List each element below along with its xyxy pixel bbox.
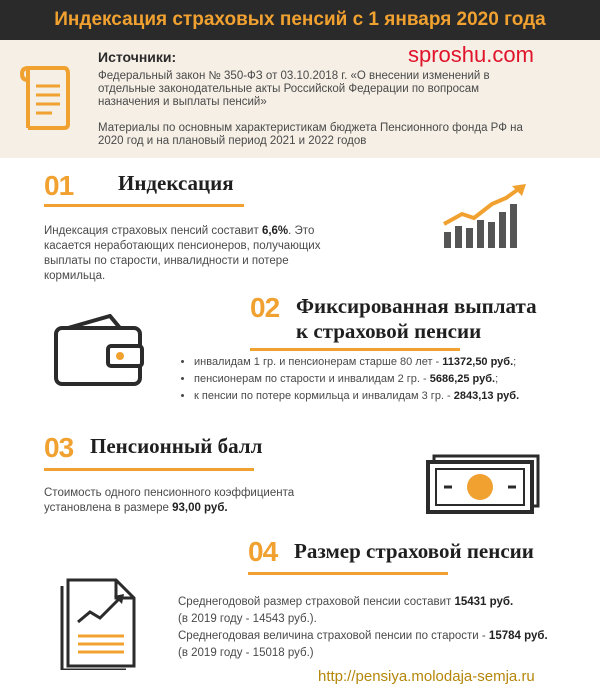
section-4-line3: Среднегодовая величина страховой пенсии по старости - 15784 руб. — [178, 630, 548, 642]
list-item: • к пенсии по потере кормильца и инвалидам 3 гр. - 2843,13 руб. — [194, 388, 600, 405]
watermark-text: sproshu.com — [408, 42, 534, 67]
section-1-underline — [44, 204, 244, 207]
source-link[interactable]: http://pensiya.molodaja-semja.ru — [318, 668, 535, 685]
section-2-list — [176, 354, 600, 405]
list-item: • инвалидам 1 гр. и пенсионерам старше 80 лет - 11372,50 руб.; — [194, 354, 600, 371]
scroll-document-icon — [20, 64, 72, 130]
section-2-underline — [250, 348, 460, 351]
section-2-title-line1: Фиксированная выплата — [296, 294, 537, 318]
sources-heading: Источники: — [98, 49, 177, 65]
rising-chart-icon — [440, 184, 530, 250]
coefficient-value: 93,00 руб. — [172, 502, 228, 514]
section-4-underline — [248, 572, 448, 575]
section-2-title-line2: к страховой пенсии — [296, 319, 482, 343]
report-chart-icon — [58, 574, 144, 670]
sources-budget-text: Материалы по основным характеристикам бюджета Пенсионного фонда РФ на 2020 год и на плановый период 2021 и 2022 годов — [98, 122, 523, 147]
section-1-text: Индексация страховых пенсий составит 6,6%. Это касается неработающих пенсионеров, получающих выплаты по старости, инвалидности и потере кормильца. — [44, 225, 321, 282]
section-4-title: Размер страховой пенсии — [294, 539, 534, 563]
section-4-line2: (в 2019 году - 14543 руб.). — [178, 613, 317, 625]
banknote-icon — [424, 454, 540, 516]
wallet-icon — [50, 314, 146, 386]
section-1-title: Индексация — [118, 171, 234, 195]
section-2-number: 02 — [250, 292, 280, 323]
section-4-text — [178, 594, 598, 662]
section-3-number: 03 — [44, 432, 74, 463]
section-3-title: Пенсионный балл — [90, 434, 263, 458]
section-1-number: 01 — [44, 170, 74, 201]
list-item: • пенсионерам по старости и инвалидам 2 гр. - 5686,25 руб.; — [194, 371, 600, 388]
section-4-line1: Среднегодовой размер страховой пенсии составит 15431 руб. — [178, 596, 514, 608]
section-3-text: Стоимость одного пенсионного коэффициента установлена в размере 93,00 руб. — [44, 487, 295, 514]
section-3-underline — [44, 468, 254, 471]
section-4-line4: (в 2019 году - 15018 руб.) — [178, 647, 314, 659]
section-4-number: 04 — [248, 536, 278, 567]
indexation-value: 6,6% — [261, 225, 289, 237]
header-bar — [0, 0, 600, 40]
page-title: Индексация страховых пенсий с 1 января 2020 года — [54, 9, 546, 30]
sources-law-text: Федеральный закон № 350-ФЗ от 03.10.2018 г. «О внесении изменений в отдельные законодательные акты Российской Федерации по вопросам назначения и выплаты пенсий» — [98, 70, 490, 108]
